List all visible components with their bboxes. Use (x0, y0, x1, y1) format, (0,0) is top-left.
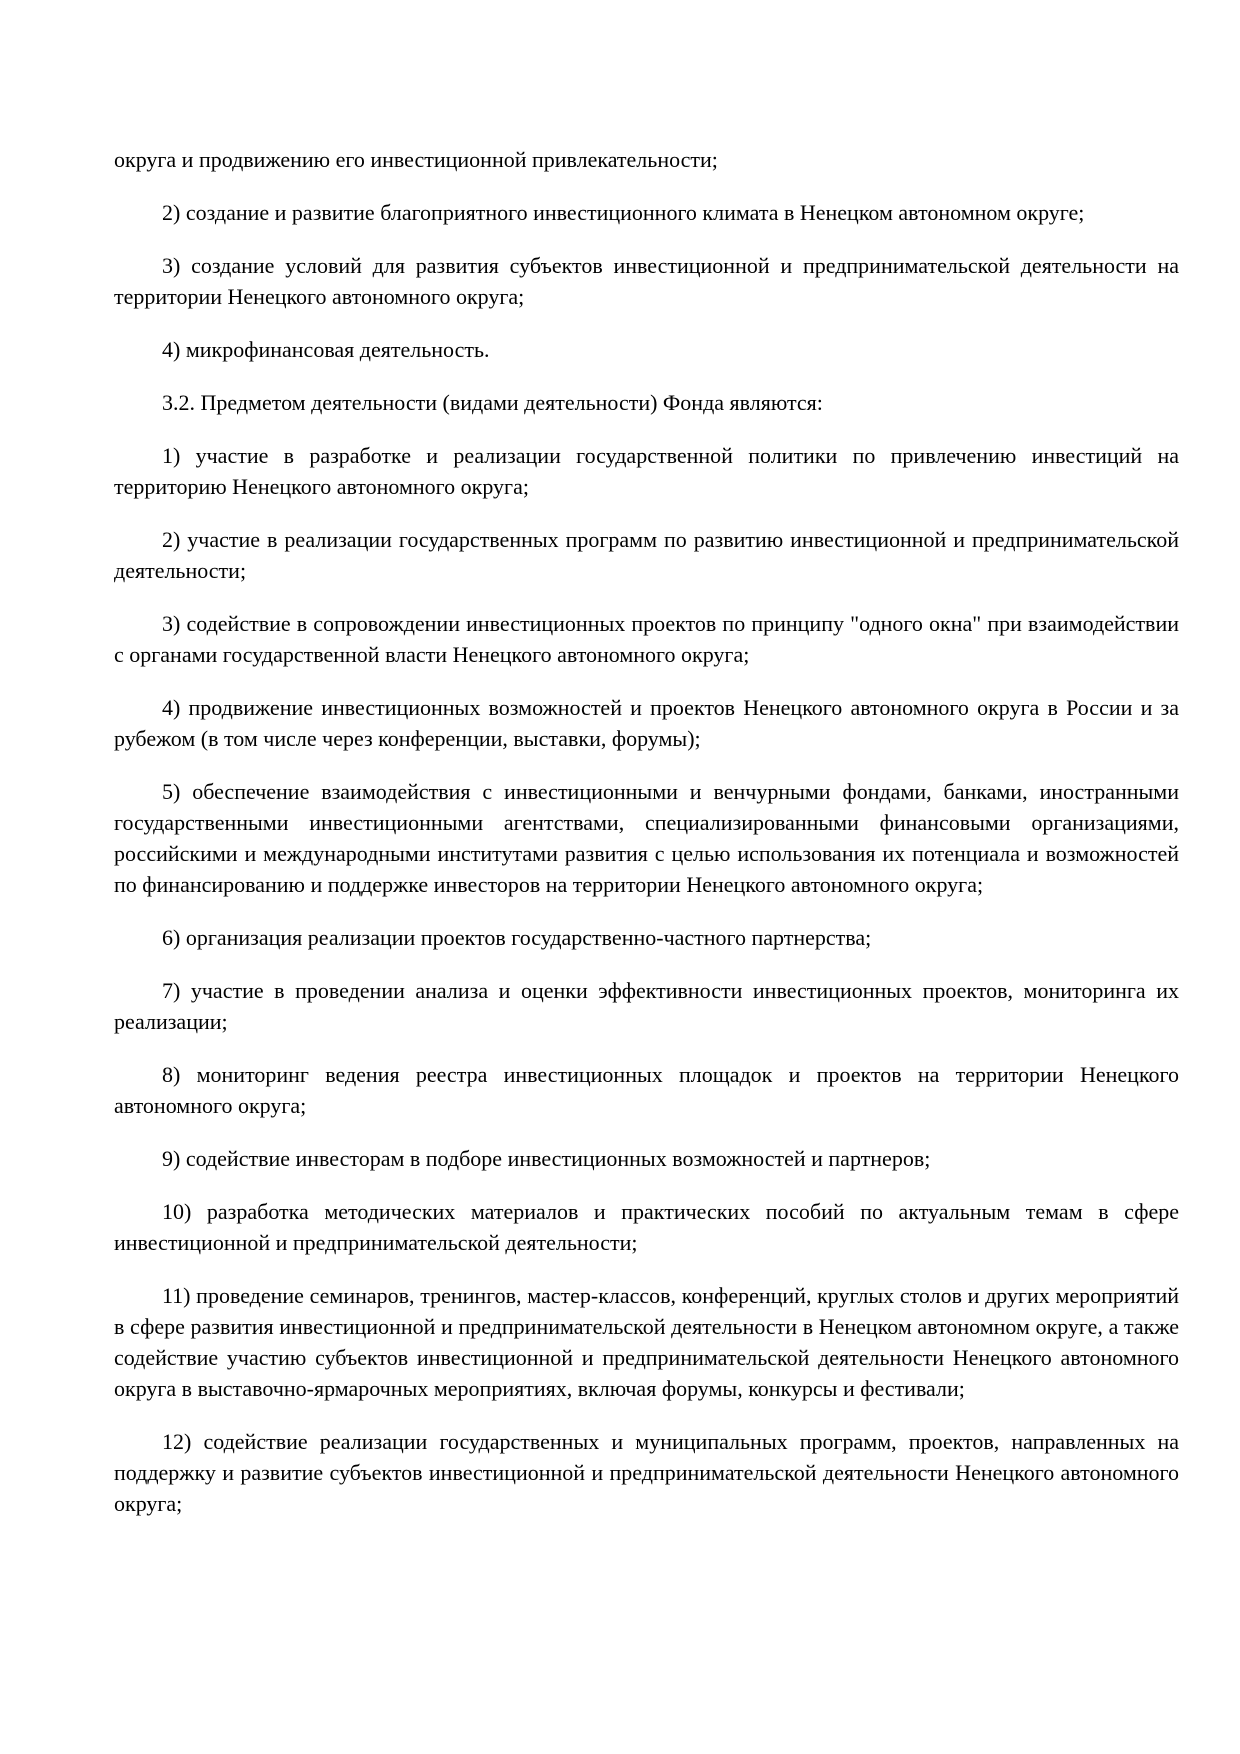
activity-item-6: 6) организация реализации проектов государственно-частного партнерства; (162, 925, 872, 950)
activity-item-8: 8) мониторинг ведения реестра инвестиционных площадок и проектов на территории Ненецкого автономного округа; (114, 1062, 1179, 1118)
activity-item-4: 4) продвижение инвестиционных возможностей и проектов Ненецкого автономного округа в России и за рубежом (в том числе через конференции, выставки, форумы); (114, 695, 1179, 751)
activity-item-9: 9) содействие инвесторам в подборе инвестиционных возможностей и партнеров; (162, 1146, 931, 1171)
activity-item-3: 3) содействие в сопровождении инвестиционных проектов по принципу "одного окна" при взаимодействии с органами государственной власти Ненецкого автономного округа; (114, 611, 1179, 667)
activity-item-1: 1) участие в разработке и реализации государственной политики по привлечению инвестиций на территорию Ненецкого автономного округа; (114, 443, 1179, 499)
document-text-block (114, 144, 1179, 1519)
activity-item-7: 7) участие в проведении анализа и оценки эффективности инвестиционных проектов, мониторинга их реализации; (114, 978, 1179, 1034)
activity-item-5: 5) обеспечение взаимодействия с инвестиционными и венчурными фондами, банками, иностранными государственными инвестиционными агентствами, специализированными финансовыми организациями, российскими и международными институтами развития с целью использования их потенциала и возможностей по финансированию и поддержке инвесторов на территории Ненецкого автономного округа; (114, 779, 1179, 897)
activity-item-11: 11) проведение семинаров, тренингов, мастер-классов, конференций, круглых столов и других мероприятий в сфере развития инвестиционной и предпринимательской деятельности в Ненецком автономном округе, а также содействие участию субъектов инвестиционной и предпринимательской деятельности Ненецкого автономного округа в выставочно-ярмарочных мероприятиях, включая форумы, конкурсы и фестивали; (114, 1283, 1179, 1401)
goal-item-2: 2) создание и развитие благоприятного инвестиционного климата в Ненецком автономном округе; (162, 200, 1085, 225)
section-3-2-heading: 3.2. Предметом деятельности (видами деятельности) Фонда являются: (162, 390, 823, 415)
paragraph-continuation: округа и продвижению его инвестиционной привлекательности; (114, 147, 718, 172)
activity-item-10: 10) разработка методических материалов и практических пособий по актуальным темам в сфере инвестиционной и предпринимательской деятельности; (114, 1199, 1179, 1255)
goal-item-3: 3) создание условий для развития субъектов инвестиционной и предпринимательской деятельности на территории Ненецкого автономного округа; (114, 253, 1179, 309)
activity-item-2: 2) участие в реализации государственных программ по развитию инвестиционной и предпринимательской деятельности; (114, 527, 1179, 583)
goal-item-4: 4) микрофинансовая деятельность. (162, 337, 490, 362)
activity-item-12: 12) содействие реализации государственных и муниципальных программ, проектов, направленных на поддержку и развитие субъектов инвестиционной и предпринимательской деятельности Ненецкого автономного округа; (114, 1429, 1179, 1516)
